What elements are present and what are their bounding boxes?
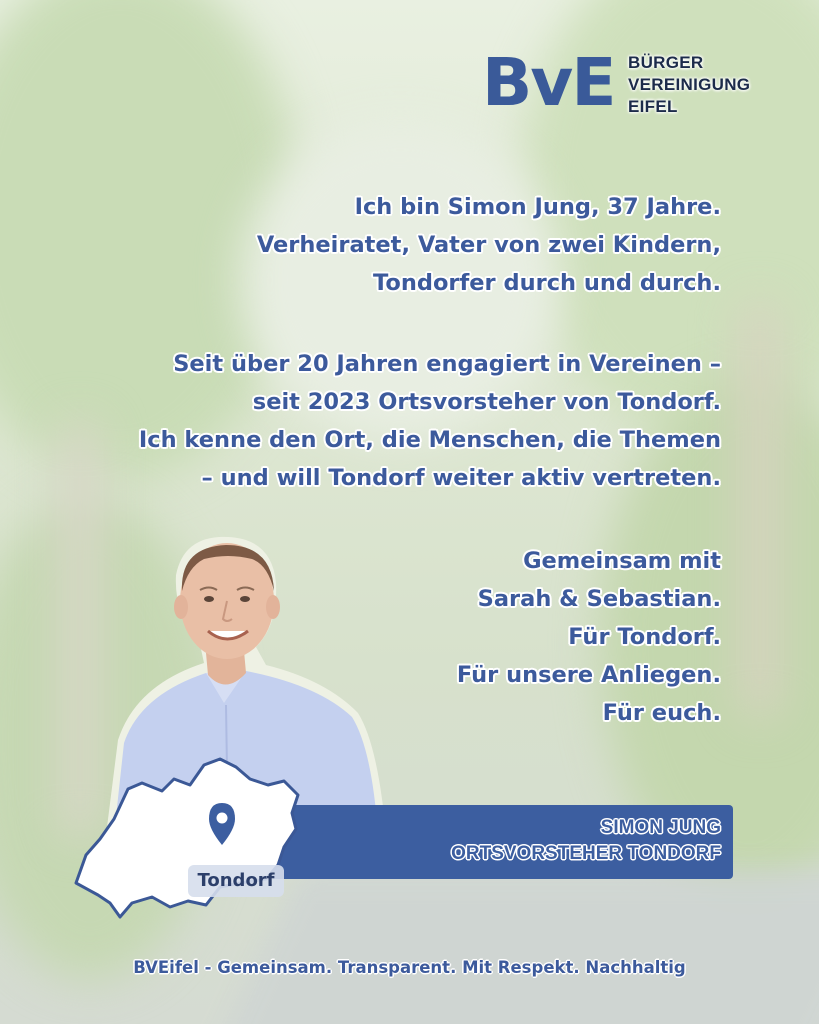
- together-text: [457, 542, 721, 732]
- engagement-text: [139, 345, 721, 497]
- name-banner: [268, 805, 733, 879]
- logo-line-3: EIFEL: [628, 97, 678, 116]
- logo-wordmark: [628, 52, 750, 118]
- intro-line: Tondorfer durch und durch.: [373, 270, 721, 296]
- candidate-role: ORTSVORSTEHER TONDORF: [451, 843, 721, 864]
- tondorf-map: [70, 755, 310, 925]
- together-line: Sarah & Sebastian.: [477, 586, 721, 612]
- engagement-line: Ich kenne den Ort, die Menschen, die Themen: [138, 427, 721, 453]
- intro-line: Ich bin Simon Jung, 37 Jahre.: [354, 194, 721, 220]
- engagement-line: Seit über 20 Jahren engagiert in Vereinen –: [173, 351, 721, 377]
- bve-logo: [482, 44, 760, 128]
- intro-line: Verheiratet, Vater von zwei Kindern,: [256, 232, 721, 258]
- logo-line-2: VEREINIGUNG: [628, 75, 751, 94]
- map-label: Tondorf: [188, 865, 284, 897]
- intro-text: [257, 188, 721, 302]
- banner-text: [451, 815, 721, 867]
- logo-mark: [482, 44, 615, 121]
- together-line: Für euch.: [602, 700, 721, 726]
- footer-slogan: BVEifel - Gemeinsam. Transparent. Mit Respekt. Nachhaltig: [133, 958, 686, 977]
- logo-mark-text: BvE: [482, 44, 615, 121]
- candidate-name: SIMON JUNG: [600, 817, 721, 838]
- together-line: Gemeinsam mit: [523, 548, 721, 574]
- together-line: Für Tondorf.: [568, 624, 721, 650]
- together-line: Für unsere Anliegen.: [456, 662, 721, 688]
- engagement-line: seit 2023 Ortsvorsteher von Tondorf.: [252, 389, 721, 415]
- logo-line-1: BÜRGER: [628, 53, 704, 72]
- engagement-line: – und will Tondorf weiter aktiv vertreten.: [201, 465, 721, 491]
